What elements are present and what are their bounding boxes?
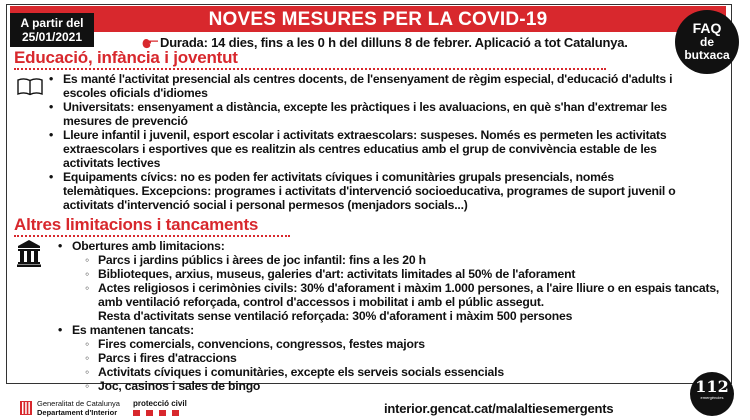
section-divider bbox=[14, 68, 606, 70]
proteccio-civil-squares bbox=[133, 410, 187, 416]
duration-text: Durada: 14 dies, fins a les 0 h del dilluns 8 de febrer. Aplicació a tot Catalunya. bbox=[160, 35, 628, 50]
list-group bbox=[56, 239, 728, 323]
list-item-text: Actes religiosos i cerimònies civils: 30% d'aforament i màxim 1.000 persones, a l'aire lliure o en espais tancats, amb ventilació reforçada, control d'accessos i mobilitat i amb el públic assegut. bbox=[98, 281, 720, 309]
section-divider bbox=[14, 235, 290, 237]
list-item: • Universitats: ensenyament a distància, excepte les pràctiques i les avaluacions, en què s'han d'extremar les mesures de prevenció bbox=[47, 100, 687, 128]
title-banner bbox=[10, 6, 726, 32]
faq-badge[interactable] bbox=[675, 10, 739, 74]
department-name: Departament d'Interior bbox=[37, 408, 118, 417]
group-label: Obertures amb limitacions: bbox=[72, 239, 225, 253]
list-item: ◦ Fires comercials, convencions, congressos, festes majors bbox=[82, 337, 728, 351]
section-title-education: Educació, infància i joventut bbox=[14, 48, 238, 67]
website-link[interactable]: interior.gencat.cat/malaltiesemergents bbox=[384, 401, 614, 416]
education-list bbox=[47, 72, 687, 212]
limitations-list bbox=[56, 239, 728, 393]
date-value: 25/01/2021 bbox=[21, 30, 83, 44]
faq-label: FAQ bbox=[692, 20, 722, 36]
emergency-label: emergències bbox=[700, 395, 724, 400]
group-label: Es mantenen tancats: bbox=[72, 323, 194, 337]
page-title: NOVES MESURES PER LA COVID-19 bbox=[208, 9, 548, 30]
faq-label-de: de bbox=[699, 35, 714, 49]
proteccio-civil-label: protecció civil bbox=[133, 399, 187, 408]
gencat-logo bbox=[20, 399, 120, 417]
list-item: • Lleure infantil i juvenil, esport escolar i activitats extraescolars: suspeses. Només es permeten les activitats extraescolars i esportives que es realitzin als centres educatius amb el grup de convivència estable de les activitats lectives bbox=[47, 128, 687, 170]
list-item: ◦ Joc, casinos i sales de bingo bbox=[82, 379, 728, 393]
list-item: ◦ Activitats cíviques i comunitàries, excepte els serveis socials essencials bbox=[82, 365, 728, 379]
list-item: ◦ Biblioteques, arxius, museus, galeries d'art: activitats limitades al 50% de l'aforament bbox=[82, 267, 728, 281]
emergency-112-badge bbox=[690, 372, 734, 416]
list-item bbox=[82, 281, 728, 323]
list-item: ◦ Parcs i fires d'atraccions bbox=[82, 351, 728, 365]
list-item: • Es manté l'activitat presencial als centres docents, de l'ensenyament de règim especial, d'educació d'adults i escoles oficials d'idiomes bbox=[47, 72, 687, 100]
list-item-text: Resta d'activitats sense ventilació reforçada: 30% d'aforament i màxim 500 persones bbox=[98, 309, 573, 323]
list-item: • Equipaments cívics: no es poden fer activitats cíviques i comunitàries grupals presencials, només telemàtiques. Excepcions: programes i activitats d'intervenció socioeducativa, programes de suport juvenil o activitats d'intervenció social i personal permesos (menjadors socials...) bbox=[47, 170, 687, 212]
museum-icon bbox=[17, 239, 41, 267]
list-group bbox=[56, 323, 728, 393]
gencat-name: Generalitat de Catalunya bbox=[37, 399, 120, 408]
book-icon bbox=[17, 78, 43, 96]
section-title-limitations: Altres limitacions i tancaments bbox=[14, 215, 259, 234]
faq-label-butxaca: butxaca bbox=[684, 48, 730, 62]
list-item: ◦ Parcs i jardins públics i àrees de joc infantil: fins a les 20 h bbox=[82, 253, 728, 267]
date-label: A partir del bbox=[20, 16, 84, 30]
emergency-number: 112 bbox=[695, 377, 729, 396]
date-badge bbox=[10, 13, 94, 47]
proteccio-civil-logo bbox=[133, 399, 187, 416]
gencat-flag-icon bbox=[20, 401, 32, 415]
